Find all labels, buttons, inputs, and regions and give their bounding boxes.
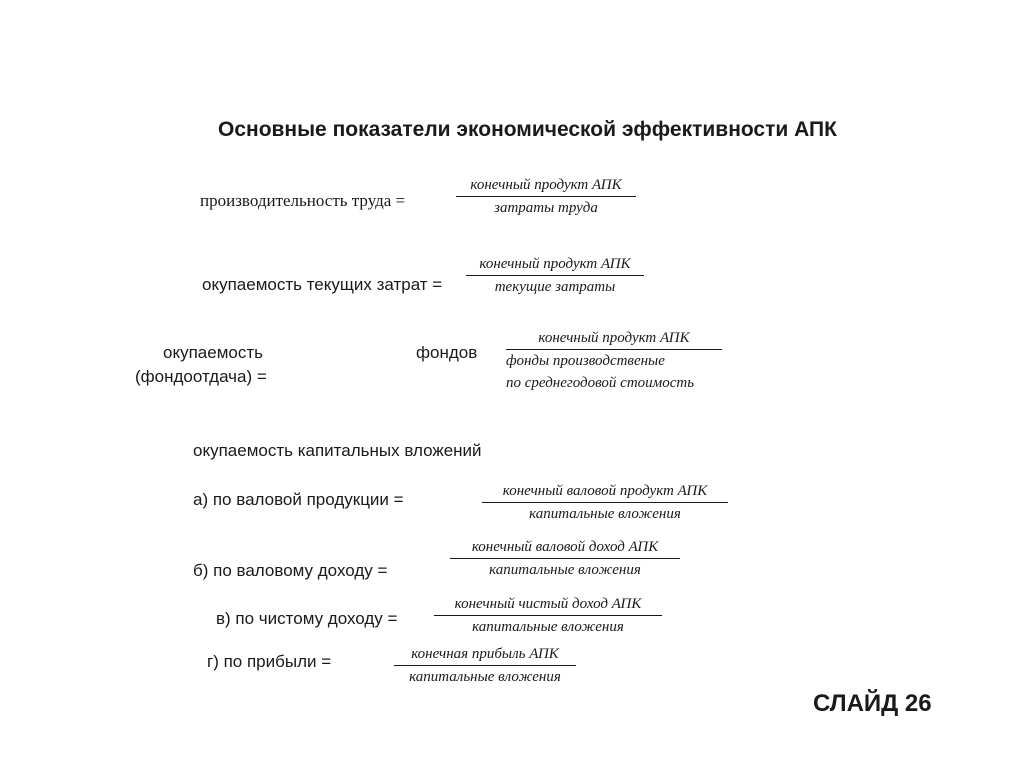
gross-income-fraction: [450, 539, 680, 579]
net-income-label: в) по чистому доходу =: [216, 609, 398, 628]
fraction-denominator: капитальные вложения: [489, 562, 641, 578]
profit-label: г) по прибыли =: [207, 652, 332, 671]
fraction-denominator-line-2: по среднегодовой стоимость: [506, 375, 695, 391]
fraction-denominator: текущие затраты: [494, 279, 616, 295]
fraction-numerator: конечный продукт АПК: [506, 330, 722, 350]
net-income-fraction: [434, 596, 662, 636]
capital-productivity-label-1: окупаемость: [163, 343, 263, 362]
capital-investments-heading: окупаемость капитальных вложений: [193, 441, 482, 460]
profit-fraction: [394, 646, 576, 686]
gross-income-label: б) по валовому доходу =: [193, 561, 388, 580]
fraction-denominator: капитальные вложения: [409, 669, 561, 685]
capital-productivity-fraction: [506, 330, 722, 392]
current-costs-payback-label: окупаемость текущих затрат =: [202, 275, 443, 294]
fraction-numerator: конечный продукт АПК: [456, 177, 636, 197]
labor-productivity-fraction: [456, 177, 636, 217]
slide-number: СЛАЙД 26: [813, 690, 932, 717]
labor-productivity-label: производительность труда =: [200, 191, 406, 210]
slide-title: Основные показатели экономической эффективности АПК: [218, 118, 837, 141]
funds-label: фондов: [416, 343, 478, 362]
fraction-numerator: конечный валовой продукт АПК: [482, 483, 728, 503]
fraction-numerator: конечный чистый доход АПК: [434, 596, 662, 616]
fraction-denominator-line-1: фонды производственые: [506, 353, 665, 369]
fraction-numerator: конечный валовой доход АПК: [450, 539, 680, 559]
gross-product-label: а) по валовой продукции =: [193, 490, 404, 509]
gross-product-fraction: [482, 483, 728, 523]
fraction-numerator: конечный продукт АПК: [466, 256, 644, 276]
fraction-denominator: затраты труда: [494, 200, 598, 216]
current-costs-payback-fraction: [466, 256, 644, 296]
capital-productivity-label-2: (фондоотдача) =: [135, 367, 267, 386]
fraction-numerator: конечная прибыль АПК: [394, 646, 576, 666]
fraction-denominator: капитальные вложения: [472, 619, 624, 635]
fraction-denominator: капитальные вложения: [529, 506, 681, 522]
